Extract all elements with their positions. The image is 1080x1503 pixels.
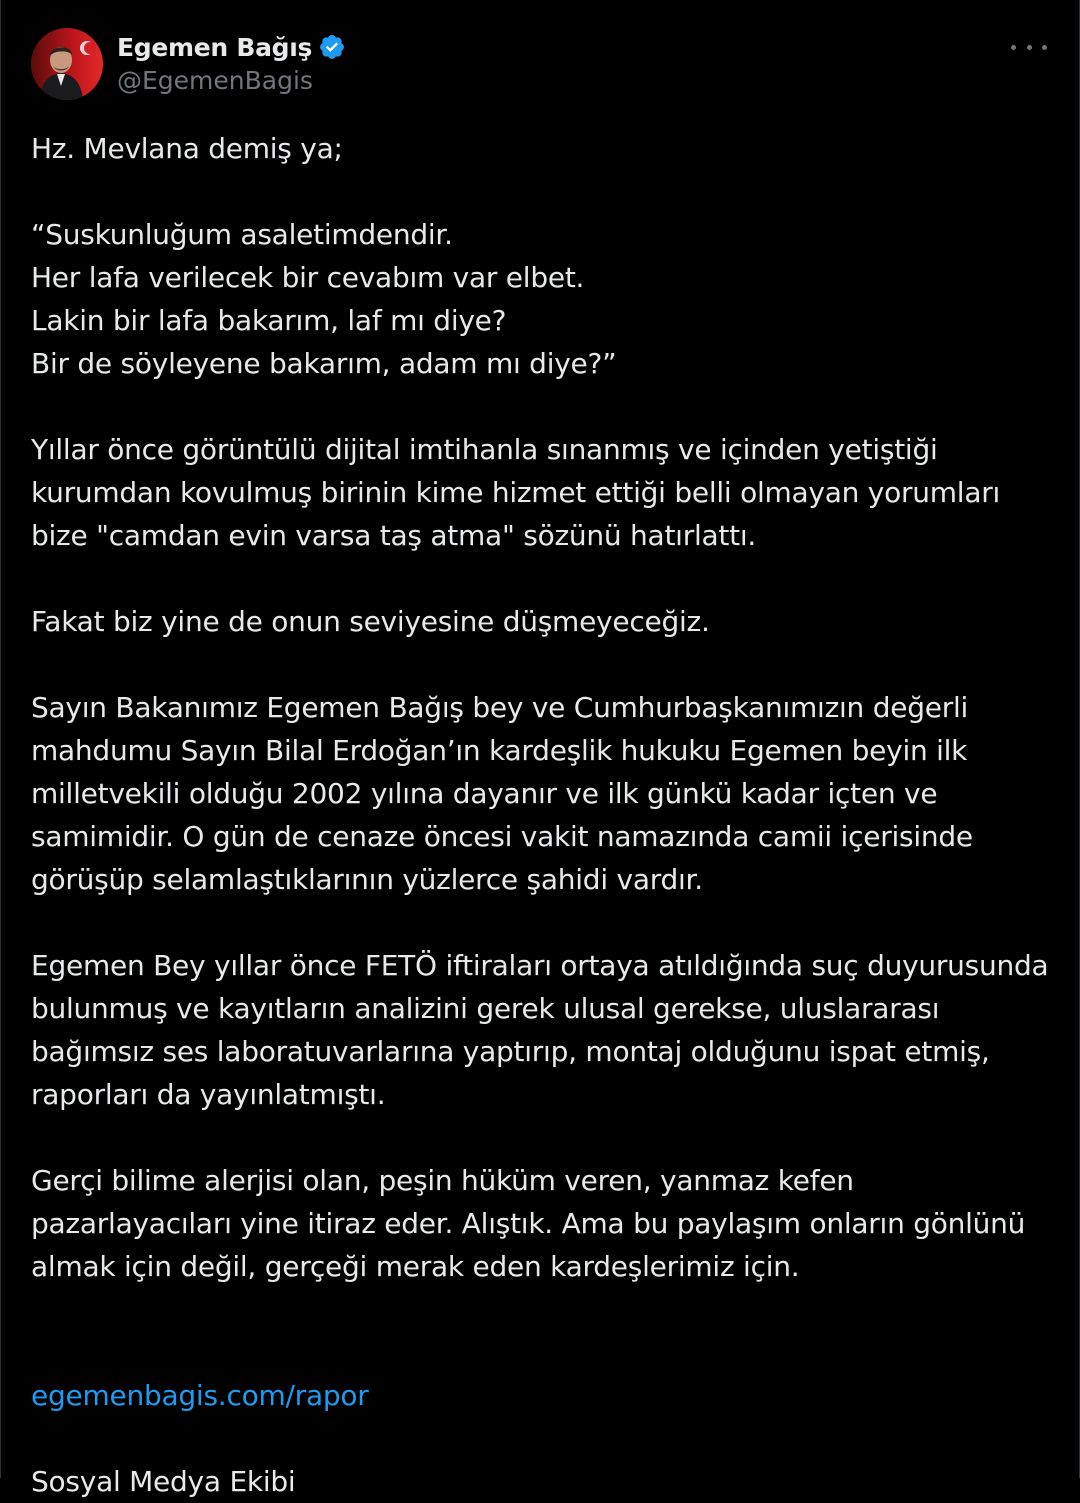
avatar[interactable]: [31, 28, 103, 100]
avatar-image: [31, 28, 103, 100]
report-link[interactable]: egemenbagis.com/rapor: [31, 1379, 369, 1412]
dot: [1027, 45, 1032, 50]
tweet-paragraph: Sayın Bakanımız Egemen Bağış bey ve Cumhurbaşkanımızın değerli mahdumu Sayın Bilal Erdoğan’ın kardeşlik hukuku Egemen beyin ilk milletvekili olduğu 2002 yılına dayanır ve ilk günkü kadar içten ve samimidir. O gün de cenaze öncesi vakit namazında camii içerisinde görüşüp selamlaştıklarının yüzlerce şahidi vardır.: [31, 691, 973, 896]
author-display-name[interactable]: Egemen Bağış: [117, 32, 313, 62]
tweet-signature: Sosyal Medya Ekibi: [31, 1465, 296, 1498]
display-name-row: [117, 30, 346, 64]
dot: [1011, 45, 1016, 50]
tweet-paragraph: Yıllar önce görüntülü dijital imtihanla sınanmış ve içinden yetiştiği kurumdan kovulmuş birinin kime hizmet ettiği belli olmayan yorumları bize "camdan evin varsa taş atma" sözünü hatırlattı.: [31, 433, 1001, 552]
tweet-paragraph: “Suskunluğum asaletimdendir. Her lafa verilecek bir cevabım var elbet. Lakin bir lafa bakarım, laf mı diye? Bir de söyleyene bakarım, adam mı diye?”: [31, 218, 617, 380]
tweet-paragraph: Hz. Mevlana demiş ya;: [31, 132, 343, 165]
tweet-text: [31, 127, 1061, 1503]
tweet-paragraph: Gerçi bilime alerjisi olan, peşin hüküm veren, yanmaz kefen pazarlayacıları yine itiraz eder. Alıştık. Ama bu paylaşım onların gönlünü almak için değil, gerçeği merak eden kardeşlerimiz için.: [31, 1164, 1026, 1283]
tweet-paragraph: Egemen Bey yıllar önce FETÖ iftiraları ortaya atıldığında suç duyurusunda bulunmuş ve kayıtların analizini gerek ulusal gerekse, uluslararası bağımsız ses laboratuvarlarına yaptırıp, montaj olduğunu ispat etmiş, raporları da yayınlatmıştı.: [31, 949, 1049, 1111]
tweet-link-paragraph: [31, 1331, 1061, 1417]
verified-badge-icon[interactable]: [318, 33, 346, 61]
author-names: [117, 30, 346, 95]
more-options-icon[interactable]: [1011, 34, 1047, 60]
author-handle[interactable]: @EgemenBagis: [117, 66, 313, 95]
tweet-header: [31, 28, 1051, 104]
tweet-paragraph: Fakat biz yine de onun seviyesine düşmeyeceğiz.: [31, 605, 710, 638]
dot: [1042, 45, 1047, 50]
